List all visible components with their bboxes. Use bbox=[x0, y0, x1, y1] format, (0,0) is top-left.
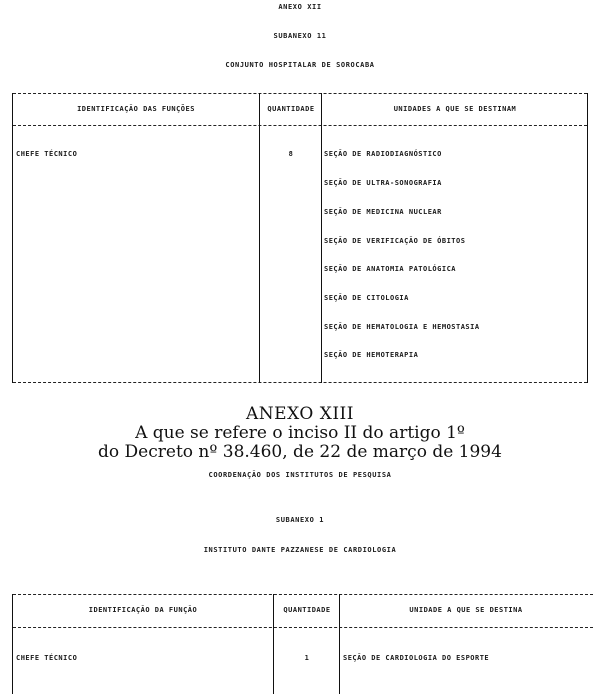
unit-item: SEÇÃO DE CITOLOGIA bbox=[324, 294, 409, 302]
header-quantity: QUANTIDADE bbox=[267, 105, 315, 113]
row-quantity: 1 bbox=[304, 654, 310, 662]
column-divider bbox=[259, 93, 260, 383]
annex13-table bbox=[12, 594, 591, 694]
annex12-title: ANEXO XII bbox=[278, 3, 322, 11]
header-unit: UNIDADE A QUE SE DESTINA bbox=[409, 606, 523, 614]
header-functions: IDENTIFICAÇÃO DAS FUNÇÕES bbox=[77, 105, 195, 113]
table-top-border bbox=[13, 594, 593, 595]
table-header-separator bbox=[13, 125, 587, 126]
annex12-subannex: SUBANEXO 11 bbox=[273, 32, 327, 40]
header-quantity: QUANTIDADE bbox=[283, 606, 331, 614]
annex13-title: ANEXO XIII bbox=[246, 404, 354, 424]
unit-item: SEÇÃO DE MEDICINA NUCLEAR bbox=[324, 208, 442, 216]
column-divider bbox=[321, 93, 322, 383]
row-function: CHEFE TÉCNICO bbox=[16, 654, 78, 662]
column-divider bbox=[273, 594, 274, 694]
annex12-institution: CONJUNTO HOSPITALAR DE SOROCABA bbox=[225, 61, 375, 69]
table-bottom-border bbox=[13, 382, 587, 383]
row-quantity: 8 bbox=[288, 150, 294, 158]
annex13-institution: INSTITUTO DANTE PAZZANESE DE CARDIOLOGIA bbox=[203, 546, 397, 554]
unit-item: SEÇÃO DE VERIFICAÇÃO DE ÓBITOS bbox=[324, 237, 466, 245]
column-divider bbox=[339, 594, 340, 694]
table-top-border bbox=[13, 93, 587, 94]
unit-item: SEÇÃO DE HEMATOLOGIA E HEMOSTASIA bbox=[324, 323, 480, 331]
row-unit: SEÇÃO DE CARDIOLOGIA DO ESPORTE bbox=[343, 654, 490, 662]
annex12-table bbox=[12, 93, 588, 383]
header-function: IDENTIFICAÇÃO DA FUNÇÃO bbox=[88, 606, 198, 614]
annex13-reference: A que se refere o inciso II do artigo 1º bbox=[135, 423, 465, 443]
unit-item: SEÇÃO DE HEMOTERAPIA bbox=[324, 351, 419, 359]
annex13-decree: do Decreto nº 38.460, de 22 de março de 1994 bbox=[98, 442, 502, 462]
unit-item: SEÇÃO DE ANATOMIA PATOLÓGICA bbox=[324, 265, 457, 273]
annex13-coordination: COORDENAÇÃO DOS INSTITUTOS DE PESQUISA bbox=[208, 471, 392, 479]
unit-item: SEÇÃO DE ULTRA-SONOGRAFIA bbox=[324, 179, 442, 187]
row-function: CHEFE TÉCNICO bbox=[16, 150, 78, 158]
table-header-separator bbox=[13, 627, 593, 628]
unit-item: SEÇÃO DE RADIODIAGNÓSTICO bbox=[324, 150, 442, 158]
header-units: UNIDADES A QUE SE DESTINAM bbox=[393, 105, 517, 113]
annex13-subannex: SUBANEXO 1 bbox=[275, 516, 325, 524]
